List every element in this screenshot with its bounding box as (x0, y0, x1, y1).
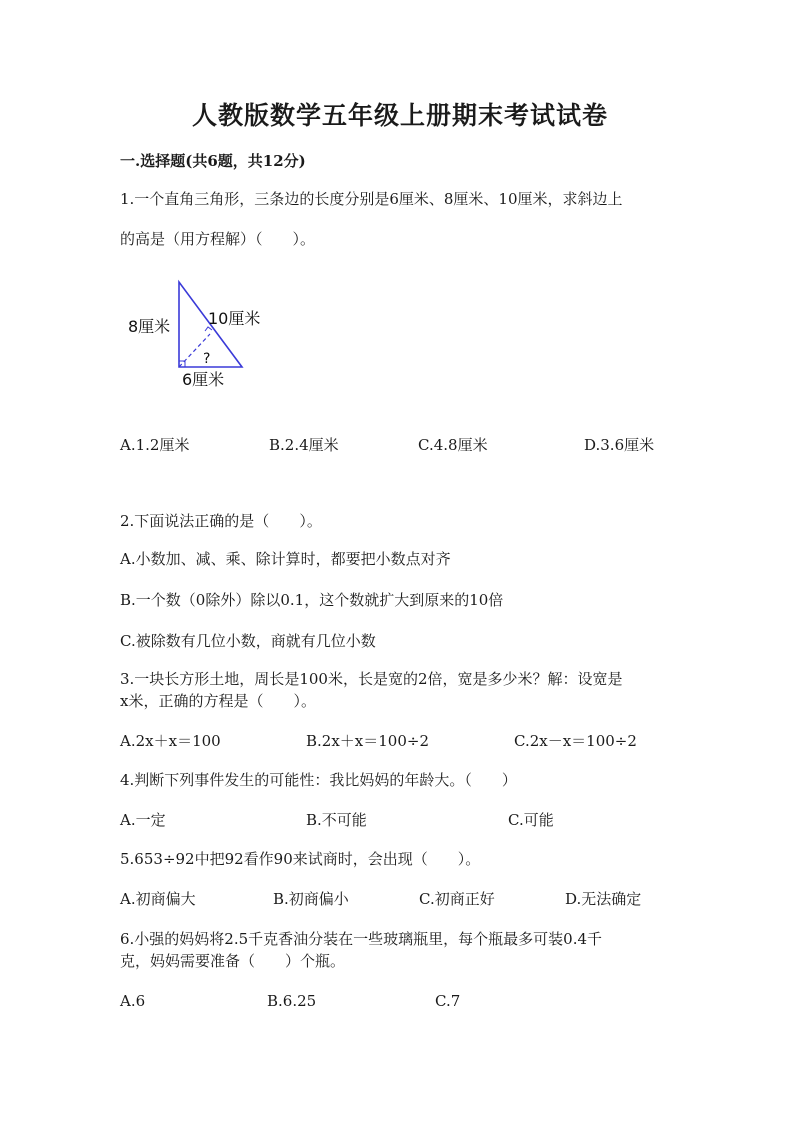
question-5-line-1: 5.653÷92中把92看作90来试商时，会出现（ ）。 (120, 850, 481, 868)
hypotenuse-label: 10厘米 (208, 309, 261, 328)
q2-option-c: C.被除数有几位小数，商就有几位小数 (120, 632, 376, 650)
q1-option-c: C.4.8厘米 (418, 436, 488, 454)
q1-option-d: D.3.6厘米 (584, 436, 655, 454)
question-6-line-1: 6.小强的妈妈将2.5千克香油分装在一些玻璃瓶里，每个瓶最多可装0.4千 (120, 930, 603, 948)
left-side-label: 8厘米 (128, 317, 171, 336)
q2-option-a: A.小数加、减、乘、除计算时，都要把小数点对齐 (120, 550, 451, 568)
q5-option-d: D.无法确定 (565, 890, 642, 908)
q3-option-b: B.2x＋x＝100÷2 (306, 732, 429, 750)
q4-option-c: C.可能 (508, 811, 554, 829)
q5-option-c: C.初商正好 (419, 890, 495, 908)
q1-option-b: B.2.4厘米 (269, 436, 339, 454)
question-6-line-2: 克，妈妈需要准备（ ）个瓶。 (120, 952, 346, 970)
q4-option-a: A.一定 (120, 811, 166, 829)
question-2-line-1: 2.下面说法正确的是（ ）。 (120, 512, 322, 530)
q2-option-b: B.一个数（0除外）除以0.1，这个数就扩大到原来的10倍 (120, 591, 504, 609)
q3-option-c: C.2x－x＝100÷2 (514, 732, 637, 750)
page-title: 人教版数学五年级上册期末考试试卷 (191, 101, 608, 130)
q6-option-c: C.7 (435, 992, 461, 1010)
question-1-line-1: 1.一个直角三角形，三条边的长度分别是6厘米、8厘米、10厘米，求斜边上 (120, 190, 623, 208)
question-4-line-1: 4.判断下列事件发生的可能性：我比妈妈的年龄大。（ ） (120, 771, 517, 789)
question-3-line-1: 3.一块长方形土地，周长是100米，长是宽的2倍，宽是多少米？解：设宽是 (120, 670, 623, 688)
triangle-figure (120, 275, 280, 395)
q5-option-b: B.初商偏小 (273, 890, 349, 908)
q6-option-a: A.6 (120, 992, 146, 1010)
question-3-line-2: x米，正确的方程是（ ）。 (120, 692, 316, 710)
bottom-side-label: 6厘米 (182, 370, 225, 389)
q1-option-a: A.1.2厘米 (120, 436, 190, 454)
question-1-line-2: 的高是（用方程解）（ ）。 (120, 230, 316, 248)
q5-option-a: A.初商偏大 (120, 890, 196, 908)
section-heading: 一.选择题(共6题，共12分) (120, 152, 306, 170)
q3-option-a: A.2x＋x＝100 (120, 732, 221, 750)
q4-option-b: B.不可能 (306, 811, 367, 829)
unknown-height-label: ? (203, 351, 211, 367)
q6-option-b: B.6.25 (267, 992, 317, 1010)
